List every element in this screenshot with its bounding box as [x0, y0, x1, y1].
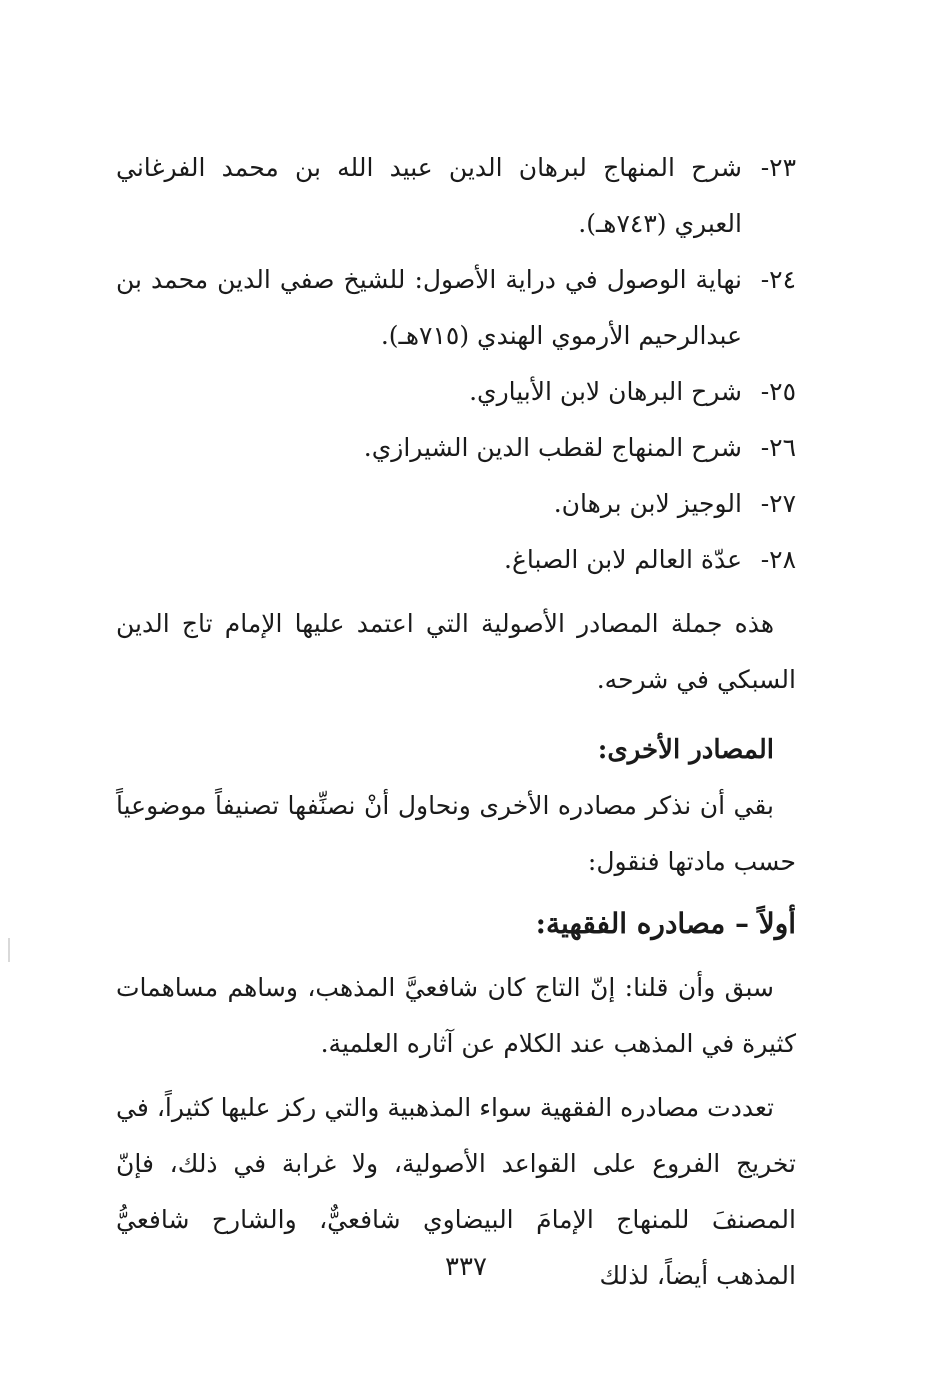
list-item-number: ٢٣-	[760, 153, 796, 182]
spacer	[116, 1072, 796, 1080]
other-sources-paragraph: بقي أن نذكر مصادره الأخرى ونحاول أنْ نصنِّفها تصنيفاً موضوعياً حسب مادتها فنقول:	[116, 791, 796, 876]
list-item-text: شرح المنهاج لقطب الدين الشيرازي.	[363, 433, 742, 462]
list-item	[116, 364, 796, 420]
list-item-number: ٢٦-	[760, 433, 796, 462]
spacer	[116, 588, 796, 596]
page-number: ٣٣٧	[445, 1252, 487, 1282]
list-item	[116, 532, 796, 588]
list-item-number: ٢٨-	[760, 545, 796, 574]
list-item	[116, 252, 796, 364]
scan-mark	[8, 938, 10, 962]
list-item-number: ٢٥-	[760, 377, 796, 406]
list-item	[116, 140, 796, 252]
list-item	[116, 420, 796, 476]
list-item-text: شرح المنهاج لبرهان الدين عبيد الله بن محمد الفرغاني العبري (٧٤٣هـ).	[116, 153, 742, 238]
list-item-text: عدّة العالم لابن الصباغ.	[504, 545, 742, 574]
page-body	[116, 140, 796, 1304]
list-item-text: شرح البرهان لابن الأبياري.	[469, 377, 742, 406]
list-item-text: نهاية الوصول في دراية الأصول: للشيخ صفي الدين محمد بن عبدالرحيم الأرموي الهندي (٧١٥هـ).	[116, 265, 742, 350]
summary-paragraph: هذه جملة المصادر الأصولية التي اعتمد عليها الإمام تاج الدين السبكي في شرحه.	[116, 609, 796, 694]
list-item-number: ٢٤-	[760, 265, 796, 294]
list-item	[116, 476, 796, 532]
spacer	[116, 952, 796, 960]
section-heading-fiqh-sources: أولاً – مصادره الفقهية:	[535, 907, 796, 940]
list-item-text: الوجيز لابن برهان.	[553, 489, 742, 518]
spacer	[116, 708, 796, 716]
list-item-number: ٢٧-	[760, 489, 796, 518]
fiqh-paragraph-2: تعددت مصادره الفقهية سواء المذهبية والتي ركز عليها كثيراً، في تخريج الفروع على القواعد الأصولية، ولا غرابة في ذلك، فإنّ المصنفَ للمنهاج الإمامَ البيضاوي شافعيٌّ، والشارح شافعيُّ المذهب أيضاً، لذلك	[116, 1093, 796, 1290]
fiqh-paragraph-1: سبق وأن قلنا: إنّ التاج كان شافعيَّ المذهب، وساهم مساهمات كثيرة في المذهب عند الكلام عن آثاره العلمية.	[116, 973, 796, 1058]
section-heading-other-sources: المصادر الأخرى:	[597, 735, 774, 765]
